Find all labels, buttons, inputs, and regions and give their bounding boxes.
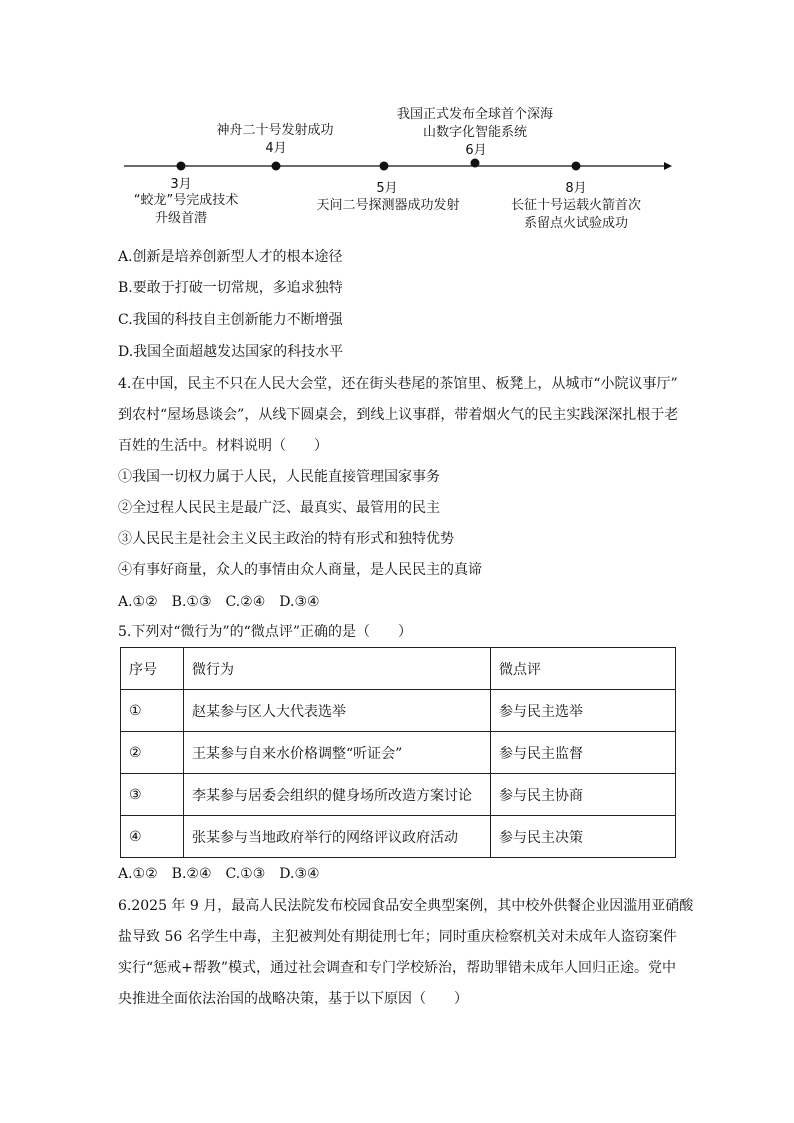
event-6-month: 6月 [465, 143, 487, 158]
table-row [121, 774, 676, 816]
q4-stem-line-3: 百姓的生活中。材料说明（ ） [118, 438, 328, 454]
event-4-month: 4月 [265, 141, 287, 156]
q3-option-a: A.创新是培养创新型人才的根本途径 [118, 249, 343, 265]
event-5-desc-1: 天问二号探测器成功发射 [316, 198, 460, 213]
table-cell: 王某参与自来水价格调整“听证会” [184, 732, 491, 774]
table-cell: 李某参与居委会组织的健身场所改造方案讨论 [184, 774, 491, 816]
q4-answer-options: A.①② B.①③ C.②④ D.③④ [118, 594, 320, 610]
q3-option-d: D.我国全面超越发达国家的科技水平 [118, 344, 344, 360]
table-cell: ① [121, 690, 184, 732]
q5-answer-options: A.①② B.②④ C.①③ D.③④ [118, 866, 320, 882]
q4-item-4: ④有事好商量，众人的事情由众人商量，是人民民主的真谛 [118, 562, 482, 578]
q6-stem-line-2: 盐导致 56 名学生中毒，主犯被判处有期徒刑七年；同时重庆检察机关对未成年人盗窃案件 [118, 929, 677, 945]
table-cell: 参与民主选举 [491, 690, 676, 732]
table-cell: 张某参与当地政府举行的网络评议政府活动 [184, 816, 491, 858]
event-3-desc-2: 升级首潜 [154, 211, 208, 226]
event-3-month: 3月 [170, 177, 192, 192]
q5-stem: 5.下列对“微行为”的“微点评”正确的是（ ） [118, 624, 412, 640]
event-6-desc-2: 山数字化智能系统 [422, 125, 528, 140]
table-header-cell: 微行为 [184, 648, 491, 690]
q6-stem-line-1: 6.2025 年 9 月，最高人民法院发布校园食品安全典型案例，其中校外供餐企业因滥用亚硝酸 [118, 898, 694, 914]
table-header-row [121, 648, 676, 690]
timeline-dot-4 [272, 162, 281, 171]
table-cell: ② [121, 732, 184, 774]
event-6-desc-1: 我国正式发布全球首个深海 [396, 107, 554, 122]
event-8-desc-2: 系留点火试验成功 [523, 216, 629, 231]
q6-stem-line-4: 央推进全面依法治国的战略决策，基于以下原因（ ） [118, 991, 468, 1007]
timeline [0, 0, 794, 240]
q4-item-1: ①我国一切权力属于人民，人民能直接管理国家事务 [118, 469, 440, 485]
event-4-desc-1: 神舟二十号发射成功 [216, 123, 334, 138]
table-cell: 参与民主协商 [491, 774, 676, 816]
table-row [121, 690, 676, 732]
q4-item-3: ③人民民主是社会主义民主政治的特有形式和独特优势 [118, 531, 454, 547]
event-8-desc-1: 长征十号运载火箭首次 [510, 198, 642, 213]
q4-stem-line-1: 4.在中国，民主不只在人民大会堂，还在街头巷尾的茶馆里、板凳上，从城市“小院议事厅” [118, 376, 678, 392]
q5-table [120, 647, 676, 858]
table-cell: 参与民主监督 [491, 732, 676, 774]
q3-option-b: B.要敢于打破一切常规，多追求独特 [118, 280, 343, 296]
table-header-cell: 序号 [121, 648, 184, 690]
q3-option-c: C.我国的科技自主创新能力不断增强 [118, 312, 343, 328]
table-cell: ③ [121, 774, 184, 816]
table-row [121, 732, 676, 774]
timeline-arrow [664, 162, 672, 170]
q6-stem-line-3: 实行“惩戒+帮教”模式，通过社会调查和专门学校矫治，帮助罪错未成年人回归正途。党中 [118, 960, 677, 976]
q4-stem-line-2: 到农村“屋场恳谈会”，从线下圆桌会，到线上议事群，带着烟火气的民主实践深深扎根于老 [118, 407, 679, 423]
table-row [121, 816, 676, 858]
event-8-month: 8月 [565, 181, 587, 196]
event-5-month: 5月 [376, 181, 398, 196]
table-header-cell: 微点评 [491, 648, 676, 690]
timeline-dot-8 [572, 162, 581, 171]
table-cell: 参与民主决策 [491, 816, 676, 858]
table-cell: 赵某参与区人大代表选举 [184, 690, 491, 732]
timeline-dot-3 [177, 162, 186, 171]
timeline-dot-5 [380, 162, 389, 171]
q4-item-2: ②全过程人民民主是最广泛、最真实、最管用的民主 [118, 500, 440, 516]
event-3-desc-1: “蛟龙”号完成技术 [133, 193, 239, 208]
table-cell: ④ [121, 816, 184, 858]
